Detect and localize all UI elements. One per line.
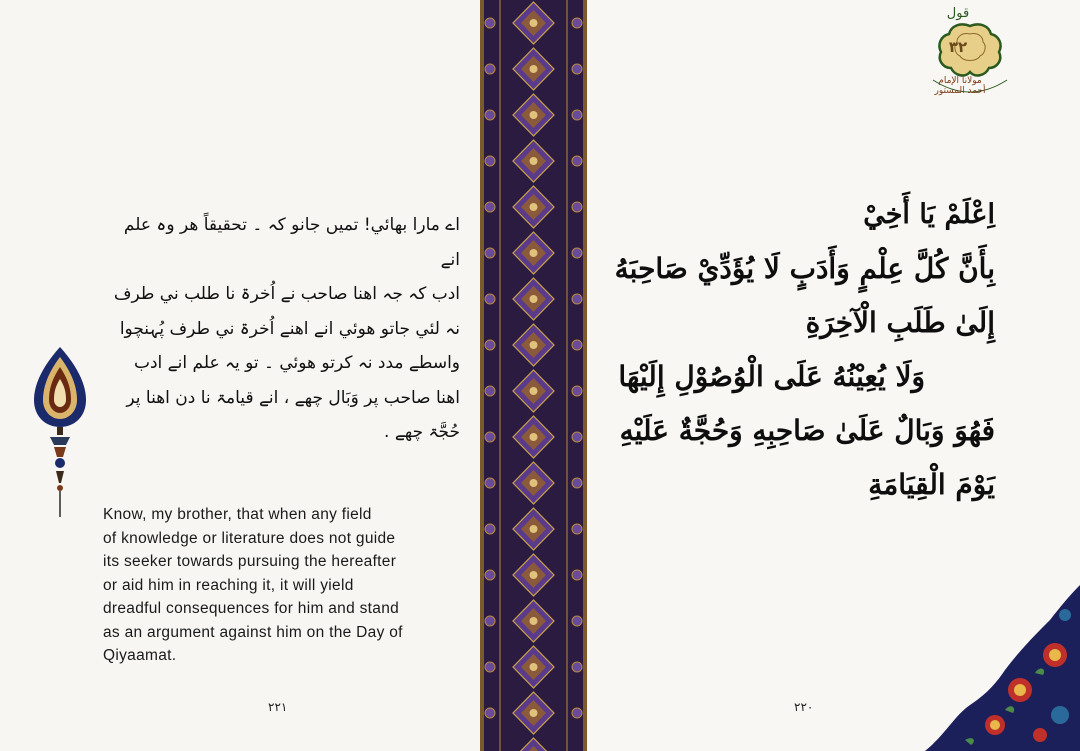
- urdu-translation: [100, 208, 460, 450]
- english-line: Know, my brother, that when any field: [103, 506, 372, 523]
- urdu-line: ادب کہ جہ اھنا صاحب نے اُخرۃ نا طلب ني طرف: [113, 284, 460, 304]
- arabic-text: [595, 188, 995, 512]
- page-number-left: ٢٢١: [268, 700, 288, 714]
- badge-subtitle: مولانا الإمام أحمد المستور: [934, 76, 986, 96]
- english-line: its seeker towards pursuing the hereafter: [103, 553, 397, 570]
- urdu-line: اے مارا بھائي! تمیں جانو کہ ۔ تحقیقاً ھر وہ علم انے: [123, 215, 460, 270]
- spine-pattern-icon: [480, 0, 587, 751]
- arabic-line: بِأَنَّ كُلَّ عِلْمٍ وَأَدَبٍ لَا يُؤَدِّيْ صَاحِبَهُ إِلَىٰ طَلَبِ الْآخِرَةِ: [614, 252, 995, 339]
- badge-label: قول: [946, 6, 970, 21]
- urdu-line: حُجَّۃ چھے .: [384, 422, 460, 442]
- teardrop-ornament-icon: [30, 345, 90, 520]
- page-number-right: ٢٢٠: [794, 700, 814, 714]
- english-line: Qiyaamat.: [103, 647, 177, 664]
- urdu-line: اھنا صاحب پر وَبَال چھے ، انے قیامۃ نا دن اھنا پر: [126, 387, 460, 408]
- english-line: of knowledge or literature does not guide: [103, 529, 396, 547]
- ornamental-spine: [480, 0, 587, 751]
- saying-number: ٣٢: [948, 38, 968, 56]
- english-line: dreadful consequences for him and stand: [103, 600, 400, 617]
- urdu-line: واسطے مدد نہ کرتو ھوئي ۔ تو یہ علم انے ادب: [133, 353, 460, 373]
- floral-corner-ornament-icon: [925, 585, 1080, 751]
- english-line: or aid him in reaching it, it will yield: [103, 576, 354, 594]
- arabic-line: وَلَا يُعِيْنُهُ عَلَى الْوُصُوْلِ إِلَيْهَا: [618, 360, 925, 393]
- arabic-line: اِعْلَمْ يَا أَخِيْ: [863, 199, 995, 230]
- urdu-line: نہ لئي جاتو ھوئي انے اھنے اُخرۃ ني طرف پُہنچوا: [119, 318, 460, 339]
- arabic-line: فَهُوَ وَبَالٌ عَلَىٰ صَاحِبِهِ وَحُجَّةٌ عَلَيْهِ يَوْمَ الْقِيَامَةِ: [619, 414, 995, 501]
- english-translation: [103, 503, 463, 668]
- english-line: as an argument against him on the Day of: [103, 623, 403, 641]
